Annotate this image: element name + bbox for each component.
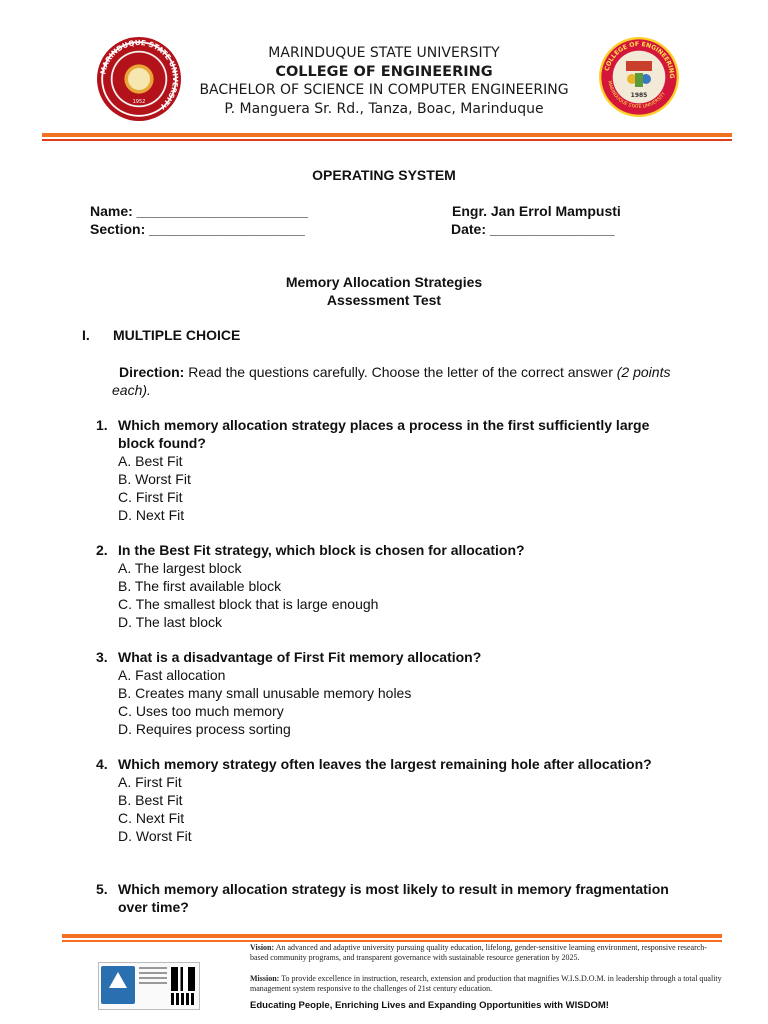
university-name: MARINDUQUE STATE UNIVERSITY <box>268 45 500 61</box>
program-name: BACHELOR OF SCIENCE IN COMPUTER ENGINEERING <box>199 82 569 98</box>
left-seal-text: MARINDUQUE STATE UNIVERSITY <box>98 37 181 112</box>
part-number: I. <box>82 327 90 343</box>
question-stem: What is a disadvantage of First Fit memory allocation? <box>118 649 482 665</box>
answer-option: A. The largest block <box>118 560 242 576</box>
answer-option: D. Next Fit <box>118 507 185 523</box>
header-divider-red <box>42 139 732 141</box>
footer-divider-orange <box>62 934 722 938</box>
answer-option: D. Worst Fit <box>118 828 192 844</box>
header-divider-orange <box>42 133 732 137</box>
instructor-name: Engr. Jan Errol Mampusti <box>452 203 621 219</box>
test-subtitle: Assessment Test <box>326 292 442 308</box>
question-number: 3. <box>96 649 108 665</box>
left-seal-year: 1952 <box>132 99 146 105</box>
answer-option: C. The smallest block that is large enough <box>118 596 379 612</box>
iso-certification-badge <box>98 962 200 1010</box>
question-stem: Which memory allocation strategy is most likely to result in memory fragmentation over time? <box>118 881 669 915</box>
part-title: MULTIPLE CHOICE <box>113 327 241 343</box>
question-stem: Which memory strategy often leaves the largest remaining hole after allocation? <box>118 756 652 772</box>
question-stem: In the Best Fit strategy, which block is chosen for allocation? <box>118 542 525 558</box>
svg-text:COLLEGE OF ENGINEERING <box>604 41 675 79</box>
right-seal-text: COLLEGE OF ENGINEERING <box>603 40 676 79</box>
right-seal-year: 1985 <box>630 92 648 99</box>
answer-option: C. Uses too much memory <box>118 703 284 719</box>
college-seal-logo <box>599 37 679 117</box>
question-5 <box>96 880 676 916</box>
answer-option: B. Worst Fit <box>118 471 191 487</box>
mission-statement <box>250 974 725 994</box>
answer-option: A. Best Fit <box>118 453 183 469</box>
name-field: Name: ______________________ <box>90 203 308 219</box>
vision-text: An advanced and adaptive university pursuing quality education, lifelong, gender-sensitive learning environment, responsive research-based community programs, and transparent governance with sustainable resource generation by 2025. <box>250 943 707 962</box>
question-3 <box>96 648 676 738</box>
answer-option: B. The first available block <box>118 578 282 594</box>
answer-option: A. First Fit <box>118 774 182 790</box>
answer-option: D. Requires process sorting <box>118 721 291 737</box>
direction-points: (2 points each). <box>112 364 671 398</box>
question-number: 1. <box>96 417 108 433</box>
mission-text: To provide excellence in instruction, research, extension and production that magnifies W.I.S.D.O.M. in leadership through a total quality management system responsive to the challenges of 21st century education. <box>250 974 722 993</box>
direction-label: Direction: <box>119 364 185 380</box>
question-number: 5. <box>96 881 108 897</box>
university-address: P. Manguera Sr. Rd., Tanza, Boac, Marinduque <box>224 101 544 117</box>
answer-option: A. Fast allocation <box>118 667 226 683</box>
right-seal-bottom-text: MARINDUQUE STATE UNIVERSITY <box>606 80 668 111</box>
test-title: Memory Allocation Strategies <box>285 274 483 290</box>
qr-code-lower-icon <box>171 993 195 1005</box>
cert-label <box>139 967 167 987</box>
university-seal-logo <box>97 37 181 121</box>
answer-option: C. First Fit <box>118 489 183 505</box>
answer-option: C. Next Fit <box>118 810 185 826</box>
question-1 <box>96 416 676 524</box>
direction-text: Read the questions carefully. Choose the letter of the correct answer <box>184 364 617 380</box>
footer-divider-thin <box>62 940 722 942</box>
qr-code-icon <box>171 967 195 991</box>
question-number: 4. <box>96 756 108 772</box>
question-4 <box>96 755 676 845</box>
mission-label: Mission: <box>250 974 280 983</box>
question-2 <box>96 541 676 631</box>
direction-paragraph <box>112 363 692 399</box>
college-name: COLLEGE OF ENGINEERING <box>275 64 493 80</box>
answer-option: D. The last block <box>118 614 223 630</box>
answer-option: B. Best Fit <box>118 792 183 808</box>
question-number: 2. <box>96 542 108 558</box>
date-field: Date: ________________ <box>451 221 615 237</box>
section-field: Section: ____________________ <box>90 221 305 237</box>
vision-statement <box>250 943 725 963</box>
footer-tagline: Educating People, Enriching Lives and Expanding Opportunities with WISDOM! <box>250 1000 609 1011</box>
answer-option: B. Creates many small unusable memory holes <box>118 685 412 701</box>
tuv-logo-icon <box>101 966 135 1004</box>
course-title: OPERATING SYSTEM <box>312 167 456 183</box>
question-stem: Which memory allocation strategy places a process in the first sufficiently large block found? <box>118 417 650 451</box>
vision-label: Vision: <box>250 943 275 952</box>
